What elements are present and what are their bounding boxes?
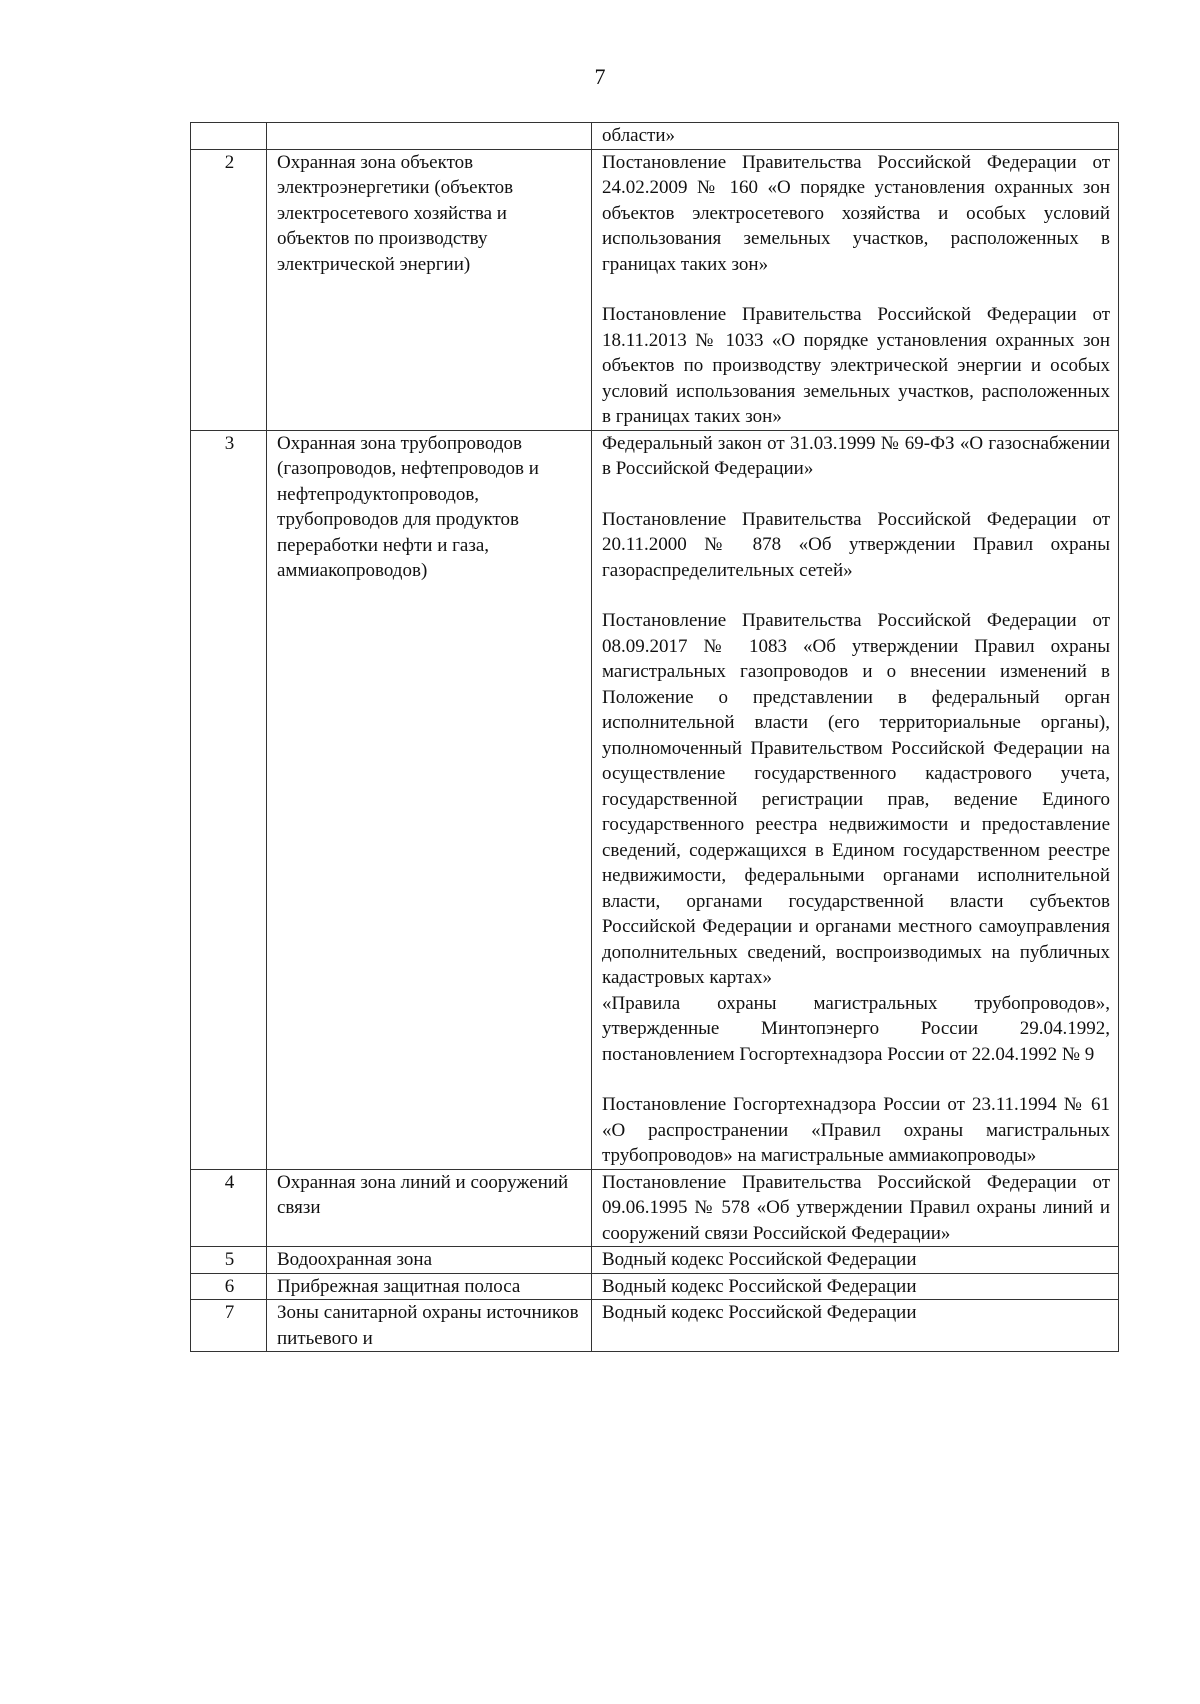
table-row <box>191 1169 1119 1247</box>
legal-document: Водный кодекс Российской Федерации <box>602 1302 917 1323</box>
row-number <box>191 123 267 150</box>
legal-basis <box>592 1273 1119 1300</box>
zone-name: Зоны санитарной охраны источников питьевого и <box>267 1300 592 1352</box>
zone-name: Прибрежная защитная полоса <box>267 1273 592 1300</box>
table-row <box>191 149 1119 430</box>
legal-document: Постановление Правительства Российской Федерации от 09.06.1995 № 578 «Об утверждении Правил охраны линий и сооружений связи Российской Федерации» <box>602 1171 1110 1244</box>
legal-basis <box>592 430 1119 1169</box>
table-row <box>191 1300 1119 1352</box>
table-row <box>191 1273 1119 1300</box>
legal-document: Постановление Правительства Российской Федерации от 18.11.2013 № 1033 «О порядке установления охранных зон объектов по производству электрической энергии и особых условий использования земельных участков, расположенных в границах таких зон» <box>602 304 1110 427</box>
zone-name: Охранная зона объектов электроэнергетики (объектов электросетевого хозяйства и объектов по производству электрической энергии) <box>267 149 592 430</box>
legal-document: Водный кодекс Российской Федерации <box>602 1249 917 1270</box>
legal-document: Постановление Правительства Российской Федерации от 20.11.2000 № 878 «Об утверждении Правил охраны газораспределительных сетей» <box>602 508 1110 581</box>
legal-document: «Правила охраны магистральных трубопроводов», утвержденные Минтопэнерго России 29.04.1992, постановлением Госгортехнадзора России от 22.04.1992 № 9 <box>602 992 1110 1065</box>
legal-document: Федеральный закон от 31.03.1999 № 69-ФЗ «О газоснабжении в Российской Федерации» <box>602 432 1110 479</box>
zones-table <box>190 122 1119 1352</box>
table-row <box>191 123 1119 150</box>
row-number: 5 <box>191 1247 267 1274</box>
row-number: 6 <box>191 1273 267 1300</box>
legal-document: области» <box>602 125 676 146</box>
table-row <box>191 430 1119 1169</box>
zone-name: Водоохранная зона <box>267 1247 592 1274</box>
legal-basis <box>592 149 1119 430</box>
legal-basis <box>592 1169 1119 1247</box>
row-number: 2 <box>191 149 267 430</box>
legal-document: Постановление Правительства Российской Федерации от 24.02.2009 № 160 «О порядке установления охранных зон объектов электросетевого хозяйства и особых условий использования земельных участков, расположенных в границах таких зон» <box>602 151 1110 275</box>
legal-basis <box>592 123 1119 150</box>
zone-name <box>267 123 592 150</box>
zone-name: Охранная зона трубопроводов (газопроводов, нефтепроводов и нефтепродуктопроводов, трубопроводов для продуктов переработки нефти и газа, аммиакопроводов) <box>267 430 592 1169</box>
legal-basis <box>592 1247 1119 1274</box>
row-number: 4 <box>191 1169 267 1247</box>
row-number: 7 <box>191 1300 267 1352</box>
zone-name: Охранная зона линий и сооружений связи <box>267 1169 592 1247</box>
legal-basis <box>592 1300 1119 1352</box>
legal-document: Постановление Госгортехнадзора России от 23.11.1994 № 61 «О распространении «Правил охраны магистральных трубопроводов» на магистральные аммиакопроводы» <box>602 1094 1110 1166</box>
legal-document: Постановление Правительства Российской Федерации от 08.09.2017 № 1083 «Об утверждении Правил охраны магистральных газопроводов и о внесении изменений в Положение о представлении в федеральный орган исполнительной власти (его территориальные органы), уполномоченный Правительством Российской Федерации на осуществление государственного кадастрового учета, государственной регистрации прав, ведение Единого государственного реестра недвижимости и предоставление сведений, содержащихся в Едином государственном реестре недвижимости, федеральными органами исполнительной власти, органами государственной власти субъектов Российской Федерации и органами местного самоуправления дополнительных сведений, воспроизводимых на публичных кадастровых картах» <box>602 610 1110 988</box>
page-number: 7 <box>594 64 606 89</box>
row-number: 3 <box>191 430 267 1169</box>
table-row <box>191 1247 1119 1274</box>
legal-document: Водный кодекс Российской Федерации <box>602 1275 917 1297</box>
